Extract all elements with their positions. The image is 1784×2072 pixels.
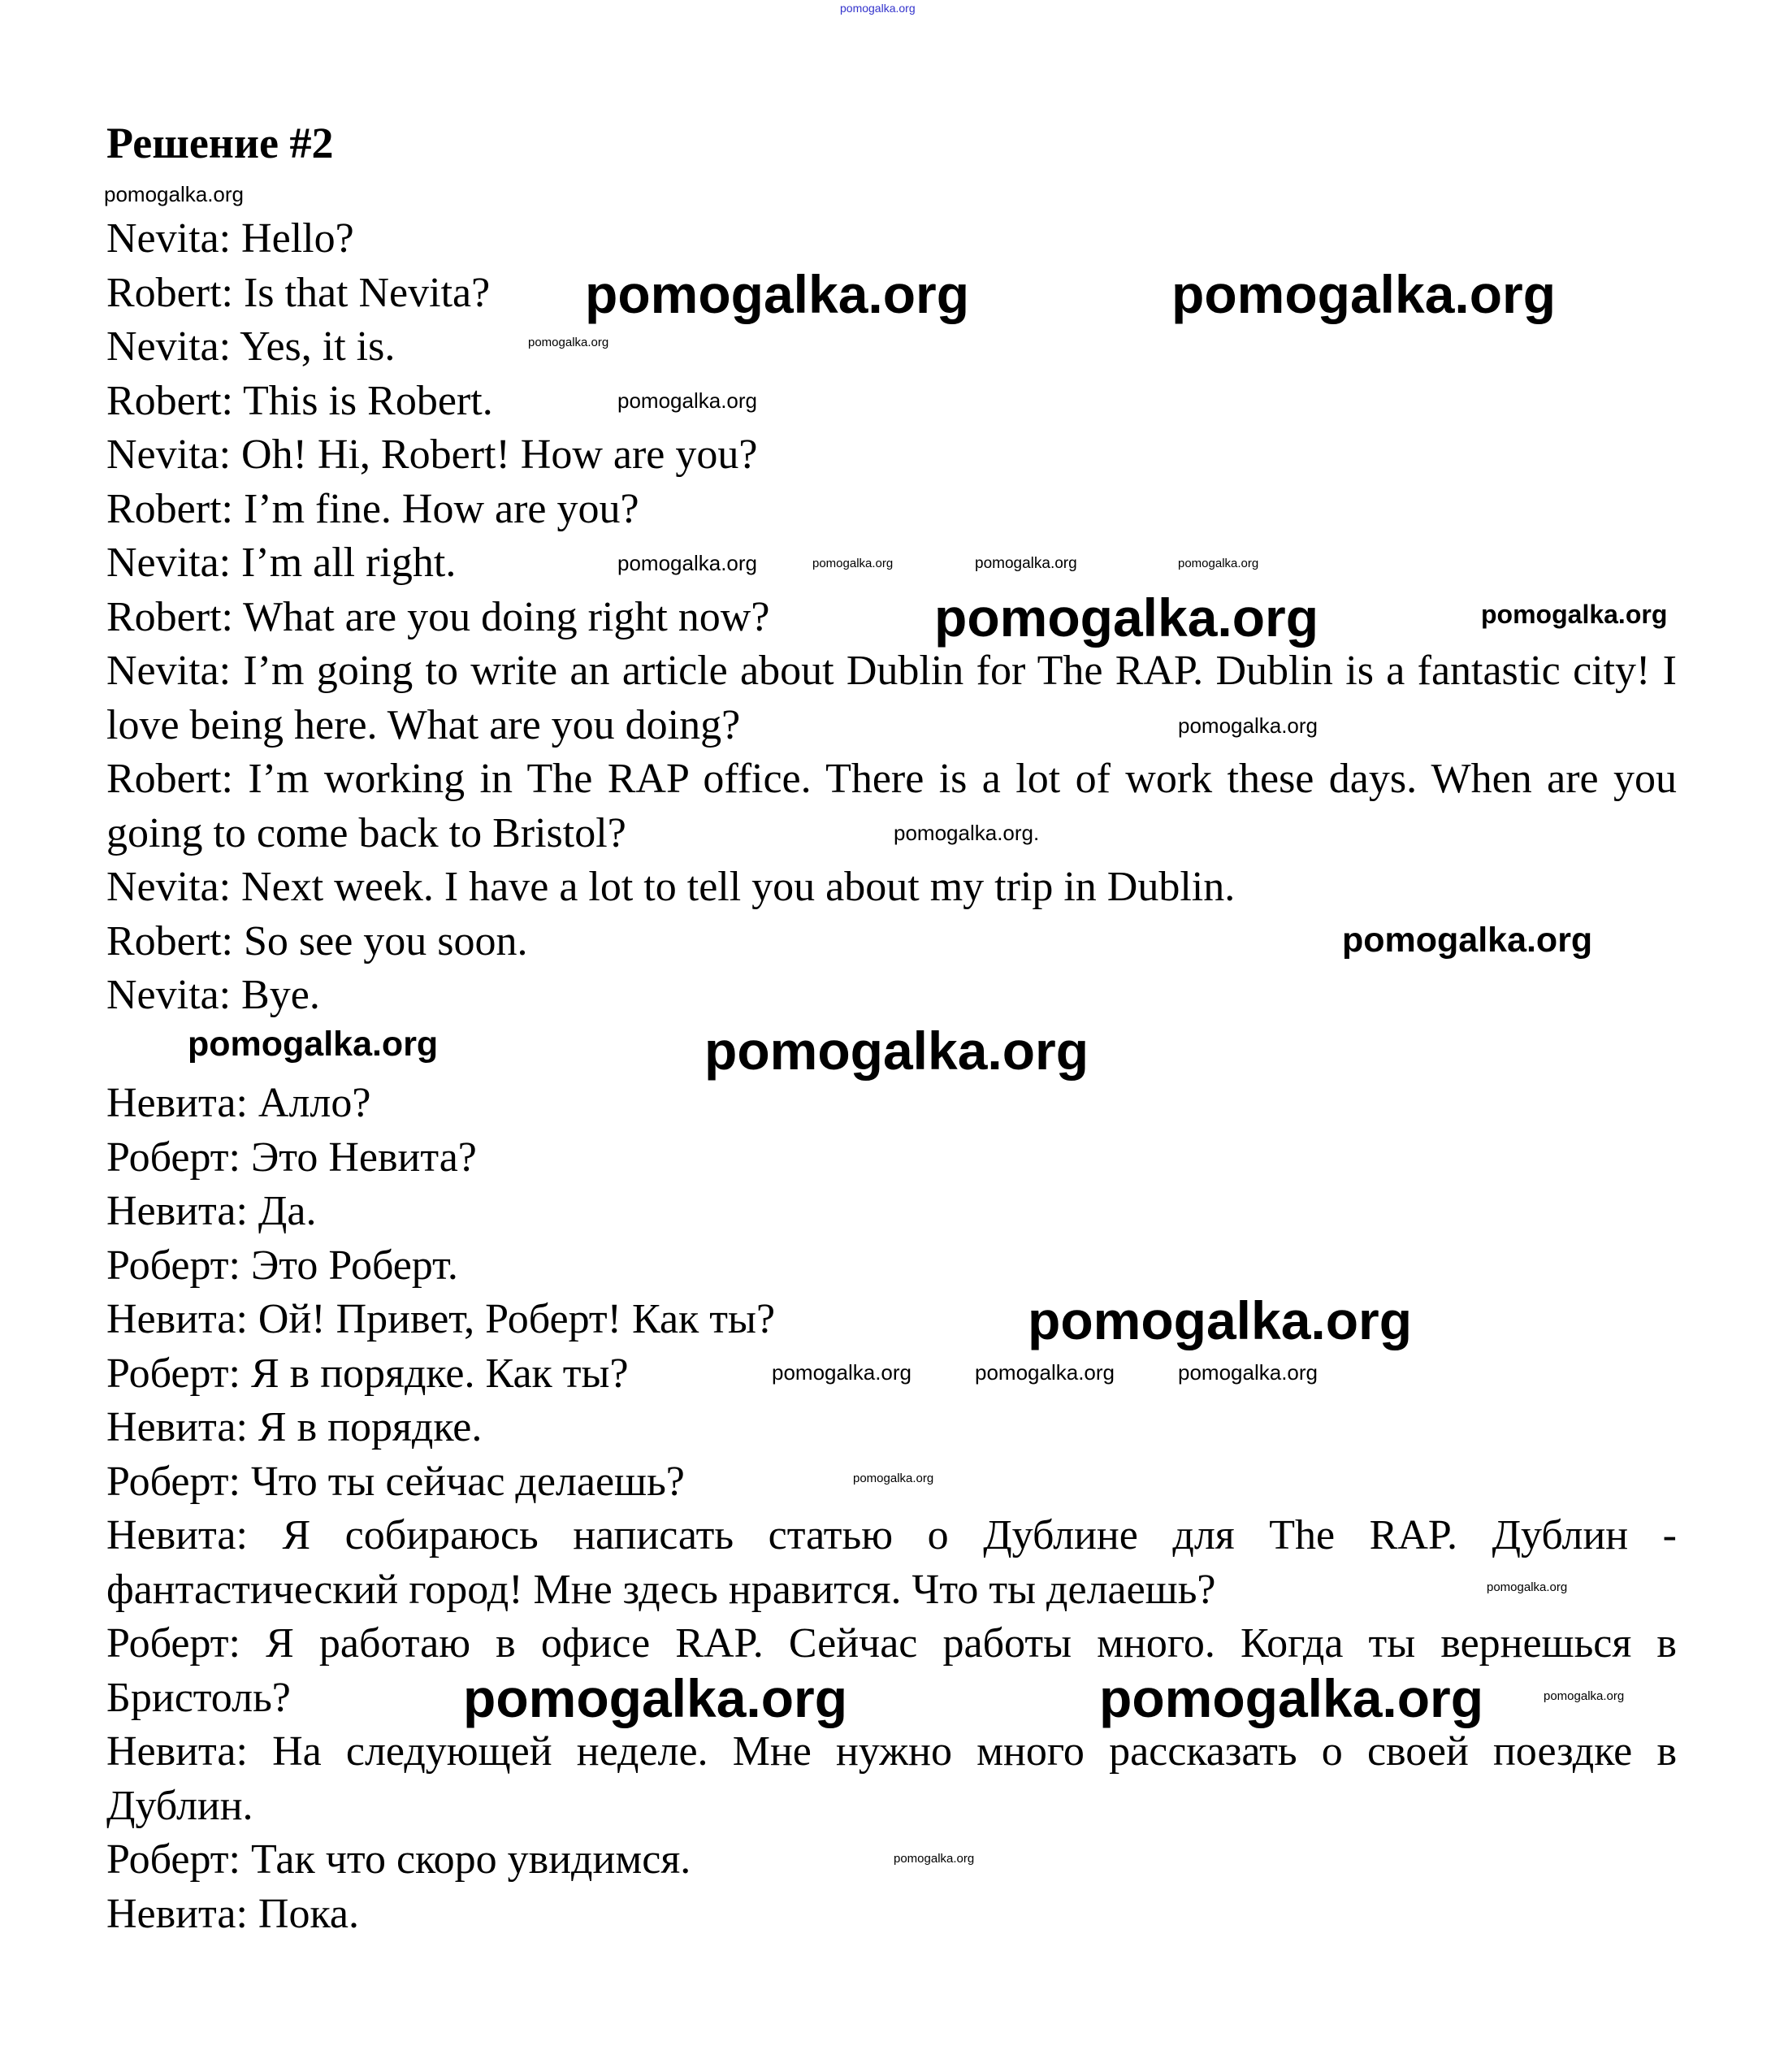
russian-line: Невита: Да. xyxy=(106,1188,317,1234)
watermark: pomogalka.org xyxy=(528,336,609,349)
watermark: pomogalka.org xyxy=(617,388,757,413)
site-link[interactable]: pomogalka.org xyxy=(840,2,916,15)
english-line: Robert: So see you soon. xyxy=(106,917,528,964)
english-line: Nevita: Bye. xyxy=(106,972,320,1018)
watermark: pomogalka.org xyxy=(1099,1668,1484,1728)
russian-line: Невита: На следующей неделе. Мне нужно много рассказать о своей поездке в Дублин. xyxy=(106,1728,1677,1829)
watermark: pomogalka.org xyxy=(894,1852,975,1866)
russian-line: Невита: Пока. xyxy=(106,1890,360,1937)
watermark: pomogalka.org xyxy=(1487,1580,1568,1594)
watermark: pomogalka.org xyxy=(1178,557,1259,570)
watermark: pomogalka.org. xyxy=(894,821,1040,845)
watermark: pomogalka.org xyxy=(104,182,244,206)
english-line: Nevita: Next week. I have a lot to tell you about my trip in Dublin. xyxy=(106,864,1236,910)
page-title: Решение #2 xyxy=(106,119,334,167)
english-line: Robert: What are you doing right now? xyxy=(106,593,770,640)
english-line: Nevita: Yes, it is. xyxy=(106,323,396,370)
english-line: Robert: I’m working in The RAP office. There is a lot of work these days. When are you going to come back to Bristol? xyxy=(106,756,1677,856)
watermark: pomogalka.org xyxy=(812,557,894,570)
watermark: pomogalka.org xyxy=(853,1472,934,1485)
watermark: pomogalka.org xyxy=(188,1025,439,1064)
watermark: pomogalka.org xyxy=(1342,921,1593,960)
watermark: pomogalka.org xyxy=(975,1360,1115,1385)
watermark: pomogalka.org xyxy=(1178,1360,1318,1385)
watermark: pomogalka.org xyxy=(934,587,1319,648)
watermark: pomogalka.org xyxy=(1544,1689,1625,1703)
watermark: pomogalka.org xyxy=(1178,713,1318,738)
english-line: Nevita: Hello? xyxy=(106,215,354,262)
watermark: pomogalka.org xyxy=(975,555,1077,572)
russian-line: Невита: Я в порядке. xyxy=(106,1404,483,1450)
english-line: Nevita: Oh! Hi, Robert! How are you? xyxy=(106,431,758,478)
english-line: Robert: This is Robert. xyxy=(106,377,493,424)
russian-line: Невита: Алло? xyxy=(106,1080,371,1126)
russian-line: Невита: Ой! Привет, Роберт! Как ты? xyxy=(106,1296,776,1342)
russian-line: Роберт: Так что скоро увидимся. xyxy=(106,1836,691,1883)
english-line: Robert: Is that Nevita? xyxy=(106,269,491,316)
watermark: pomogalka.org xyxy=(1171,264,1557,324)
watermark: pomogalka.org xyxy=(463,1668,848,1728)
russian-line: Роберт: Я работаю в офисе RAP. Сейчас работы много. Когда ты вернешься в Бристоль? xyxy=(106,1620,1677,1721)
russian-line: Роберт: Что ты сейчас делаешь? xyxy=(106,1458,685,1505)
watermark: pomogalka.org xyxy=(585,264,970,324)
watermark: pomogalka.org xyxy=(1481,600,1668,629)
russian-line: Невита: Я собираюсь написать статью о Дублине для The RAP. Дублин - фантастический город! Мне здесь нравится. Что ты делаешь? xyxy=(106,1512,1677,1613)
watermark: pomogalka.org xyxy=(772,1360,911,1385)
english-line: Nevita: I’m all right. xyxy=(106,540,457,586)
watermark: pomogalka.org xyxy=(704,1021,1089,1081)
watermark: pomogalka.org xyxy=(617,551,757,575)
russian-line: Роберт: Я в порядке. Как ты? xyxy=(106,1350,629,1397)
watermark: pomogalka.org xyxy=(1028,1290,1413,1350)
russian-line: Роберт: Это Роберт. xyxy=(106,1242,458,1289)
russian-line: Роберт: Это Невита? xyxy=(106,1134,477,1181)
english-line: Robert: I’m fine. How are you? xyxy=(106,485,639,532)
english-line: Nevita: I’m going to write an article about Dublin for The RAP. Dublin is a fantastic city! I love being here. What are you doing? xyxy=(106,648,1677,748)
